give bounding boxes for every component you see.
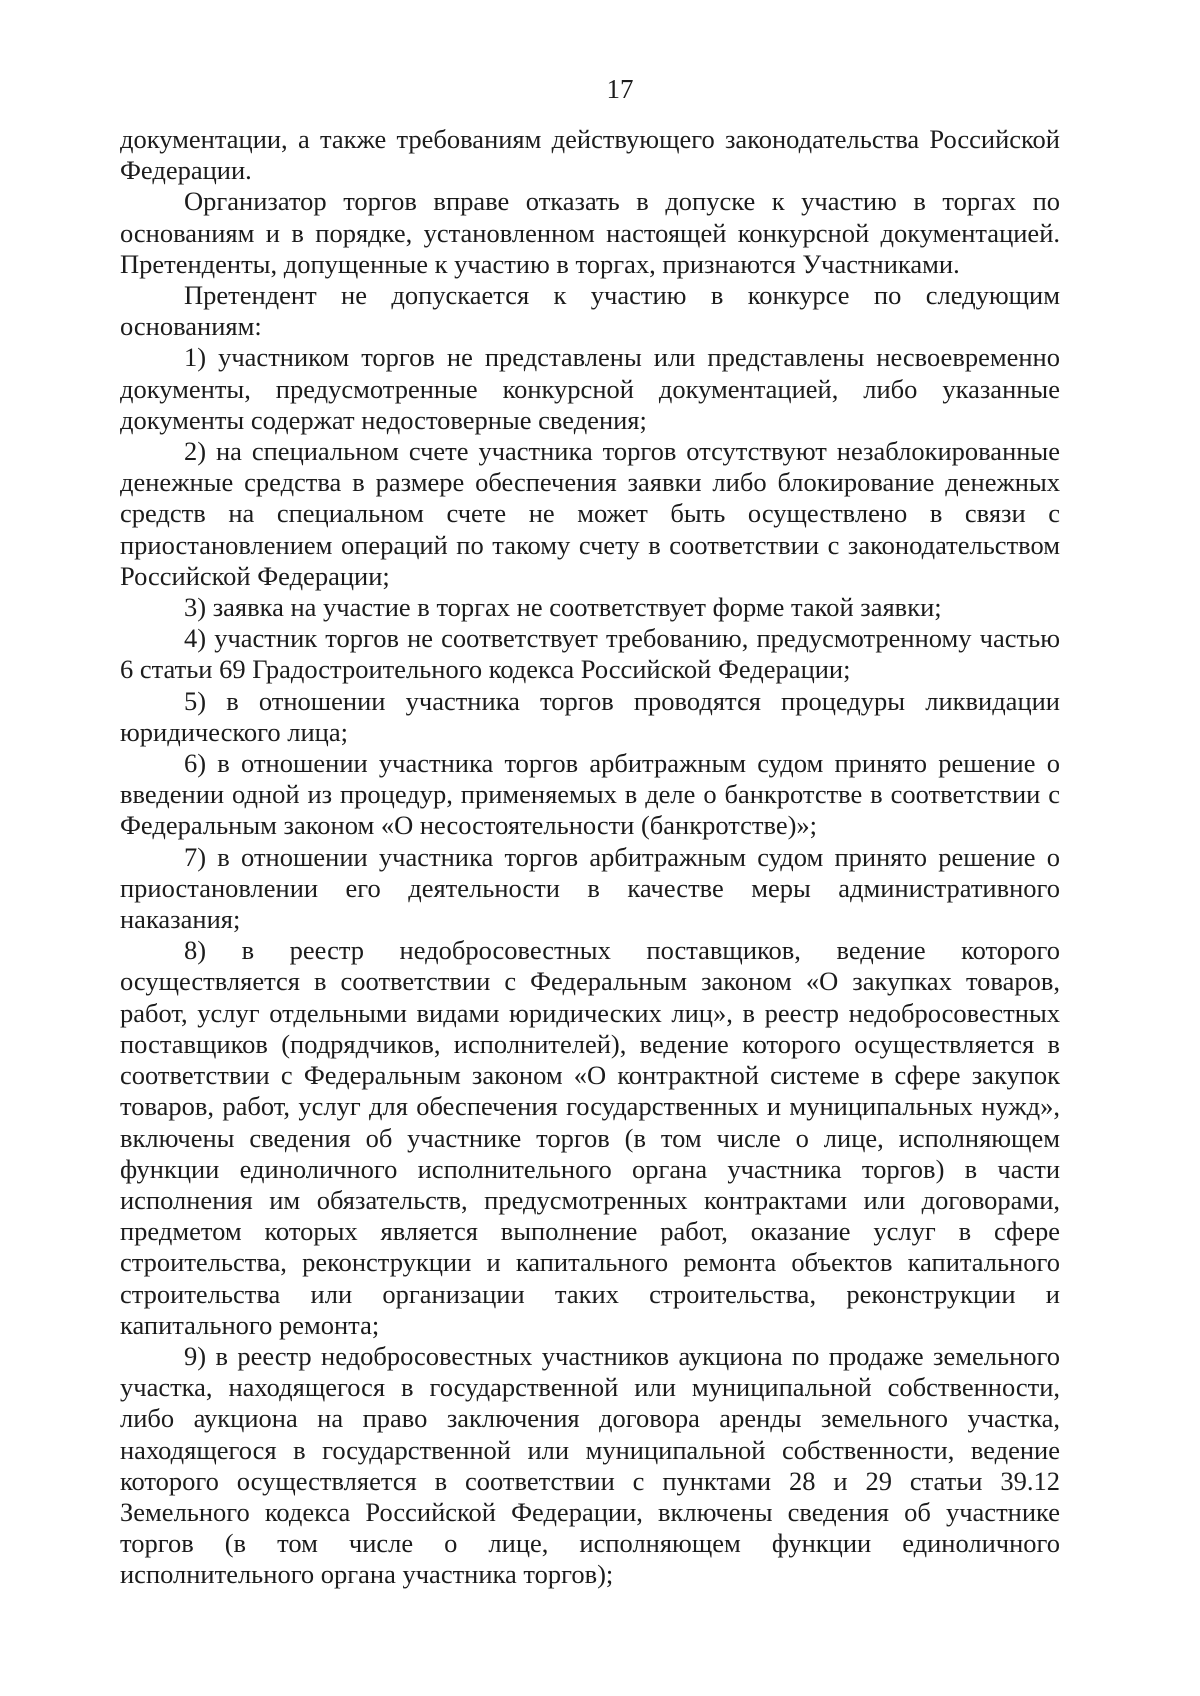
- paragraph-grounds-intro: Претендент не допускается к участию в конкурсе по следующим основаниям:: [120, 280, 1060, 342]
- page-number: 17: [606, 74, 634, 104]
- list-item-6: 6) в отношении участника торгов арбитражным судом принято решение о введении одной из процедур, применяемых в деле о банкротстве в соответствии с Федеральным законом «О несостоятельности (банкротстве)»;: [120, 748, 1060, 841]
- list-item-3: 3) заявка на участие в торгах не соответствует форме такой заявки;: [184, 592, 942, 623]
- list-item-5: 5) в отношении участника торгов проводятся процедуры ликвидации юридического лица;: [120, 685, 1060, 747]
- list-item-2: 2) на специальном счете участника торгов отсутствуют незаблокированные денежные средства в размере обеспечения заявки либо блокирование денежных средств на специальном счете не может быть осуществлено в связи с приостановлением операций по такому счету в соответствии с законодательством Российской Федерации;: [120, 436, 1060, 591]
- list-item-8: 8) в реестр недобросовестных поставщиков, ведение которого осуществляется в соответствии с Федеральным законом «О закупках товаров, работ, услуг отдельными видами юридических лиц», в реестр недобросовестных поставщиков (подрядчиков, исполнителей), ведение которого осуществляется в соответствии с Федеральным законом «О контрактной системе в сфере закупок товаров, работ, услуг для обеспечения государственных и муниципальных нужд», включены сведения об участнике торгов (в том числе о лице, исполняющем функции единоличного исполнительного органа участника торгов) в части исполнения им обязательств, предусмотренных контрактами или договорами, предметом которых является выполнение работ, оказание услуг в сфере строительства, реконструкции и капитального ремонта объектов капитального строительства или организации таких строительства, реконструкции и капитального ремонта;: [120, 935, 1060, 1340]
- list-item-9: 9) в реестр недобросовестных участников аукциона по продаже земельного участка, находящегося в государственной или муниципальной собственности, либо аукциона на право заключения договора аренды земельного участка, находящегося в государственной или муниципальной собственности, ведение которого осуществляется в соответствии с пунктами 28 и 29 статьи 39.12 Земельного кодекса Российской Федерации, включены сведения об участнике торгов (в том числе о лице, исполняющем функции единоличного исполнительного органа участника торгов);: [120, 1340, 1060, 1590]
- list-item-1: 1) участником торгов не представлены или представлены несвоевременно документы, предусмотренные конкурсной документацией, либо указанные документы содержат недостоверные сведения;: [120, 342, 1060, 435]
- document-body: [120, 124, 1060, 1591]
- paragraph-continuation: документации, а также требованиям действующего законодательства Российской Федерации.: [120, 124, 1060, 186]
- paragraph-organizer-right: Организатор торгов вправе отказать в допуске к участию в торгах по основаниям и в порядке, установленном настоящей конкурсной документацией. Претенденты, допущенные к участию в торгах, признаются Участниками.: [120, 186, 1060, 279]
- list-item-7: 7) в отношении участника торгов арбитражным судом принято решение о приостановлении его деятельности в качестве меры административного наказания;: [120, 841, 1060, 935]
- list-item-4: 4) участник торгов не соответствует требованию, предусмотренному частью 6 статьи 69 Градостроительного кодекса Российской Федерации;: [120, 623, 1060, 685]
